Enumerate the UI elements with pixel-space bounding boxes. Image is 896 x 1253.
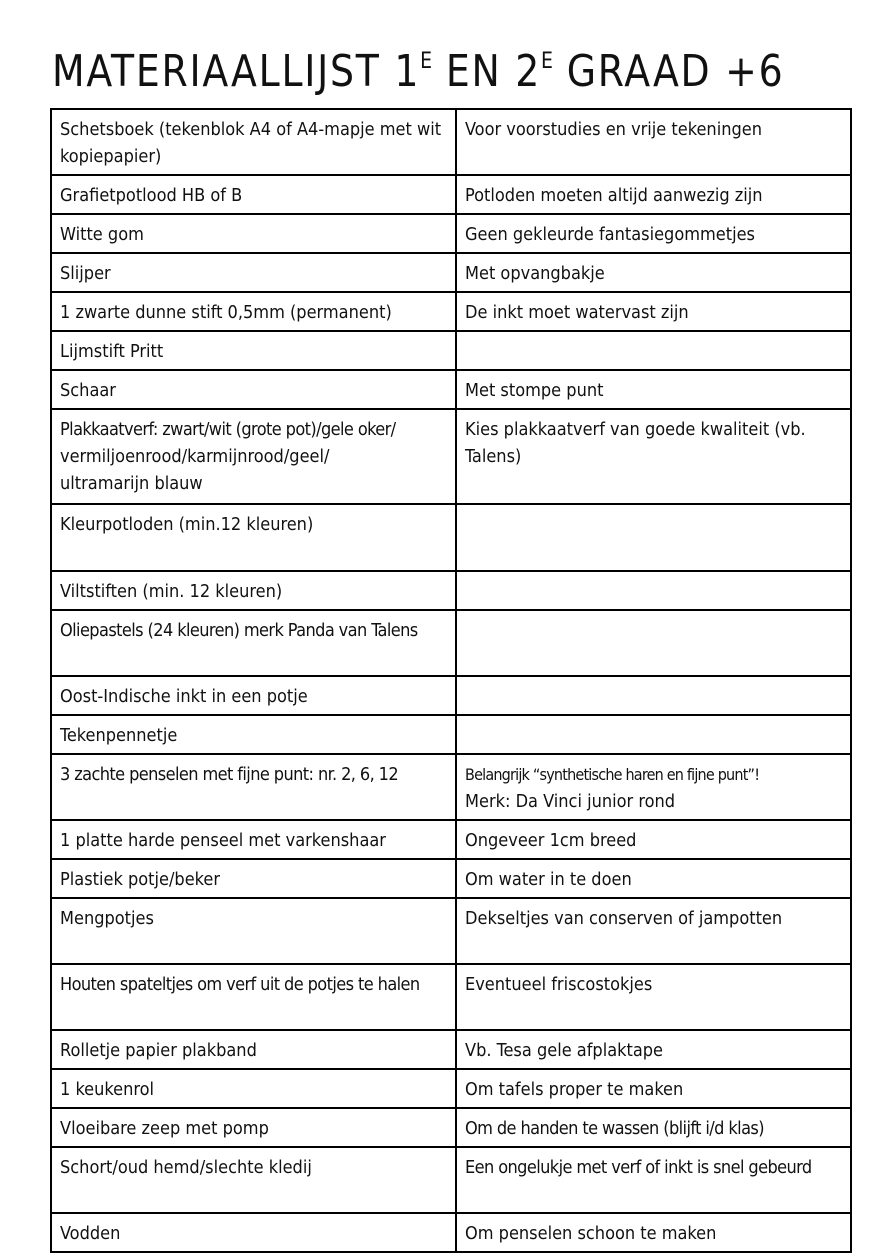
note-cell: Om water in te doen <box>456 859 851 898</box>
table-row <box>51 175 851 214</box>
item-cell: Schetsboek (tekenblok A4 of A4-mapje met wit kopiepapier) <box>51 109 456 175</box>
note-cell: Dekseltjes van conserven of jampotten <box>456 898 851 964</box>
table-row <box>51 109 851 175</box>
note-cell: Om penselen schoon te maken <box>456 1213 851 1252</box>
note-cell: Om de handen te wassen (blijft i/d klas) <box>456 1108 851 1147</box>
table-row <box>51 610 851 676</box>
table-row <box>51 370 851 409</box>
item-cell: Tekenpennetje <box>51 715 456 754</box>
table-row <box>51 1108 851 1147</box>
note-cell: Eventueel friscostokjes <box>456 964 851 1030</box>
material-table <box>50 108 852 1253</box>
table-row <box>51 331 851 370</box>
item-cell: 1 zwarte dunne stift 0,5mm (permanent) <box>51 292 456 331</box>
note-cell <box>456 676 851 715</box>
table-row <box>51 504 851 571</box>
note-cell: Voor voorstudies en vrije tekeningen <box>456 109 851 175</box>
item-cell: Kleurpotloden (min.12 kleuren) <box>51 504 456 571</box>
table-row <box>51 754 851 820</box>
item-cell: Oost-Indische inkt in een potje <box>51 676 456 715</box>
note-cell: Ongeveer 1cm breed <box>456 820 851 859</box>
note-cell <box>456 504 851 571</box>
table-row <box>51 676 851 715</box>
note-cell: Met opvangbakje <box>456 253 851 292</box>
item-cell: Oliepastels (24 kleuren) merk Panda van Talens <box>51 610 456 676</box>
table-row <box>51 253 851 292</box>
item-cell: Mengpotjes <box>51 898 456 964</box>
note-cell <box>456 331 851 370</box>
item-cell: Vloeibare zeep met pomp <box>51 1108 456 1147</box>
item-cell: Houten spateltjes om verf uit de potjes te halen <box>51 964 456 1030</box>
table-row <box>51 1213 851 1252</box>
note-cell: Om tafels proper te maken <box>456 1069 851 1108</box>
note-cell: Kies plakkaatverf van goede kwaliteit (vb. Talens) <box>456 409 851 504</box>
table-row <box>51 1030 851 1069</box>
table-row <box>51 409 851 504</box>
table-row <box>51 859 851 898</box>
table-row <box>51 571 851 610</box>
table-row <box>51 292 851 331</box>
table-row <box>51 964 851 1030</box>
note-cell <box>456 610 851 676</box>
table-row <box>51 715 851 754</box>
item-cell: 1 platte harde penseel met varkenshaar <box>51 820 456 859</box>
item-cell: Witte gom <box>51 214 456 253</box>
item-cell: Slijper <box>51 253 456 292</box>
table-row <box>51 898 851 964</box>
item-cell: Schort/oud hemd/slechte kledij <box>51 1147 456 1213</box>
note-cell: Vb. Tesa gele afplaktape <box>456 1030 851 1069</box>
item-cell: Plakkaatverf: zwart/wit (grote pot)/gele oker/ vermiljoenrood/karmijnrood/geel/ ultramarijn blauw <box>51 409 456 504</box>
note-cell: De inkt moet watervast zijn <box>456 292 851 331</box>
item-cell: 1 keukenrol <box>51 1069 456 1108</box>
note-cell: Met stompe punt <box>456 370 851 409</box>
item-cell: Vodden <box>51 1213 456 1252</box>
item-cell: Rolletje papier plakband <box>51 1030 456 1069</box>
item-cell: Schaar <box>51 370 456 409</box>
table-row <box>51 820 851 859</box>
note-cell: Geen gekleurde fantasiegommetjes <box>456 214 851 253</box>
item-cell: Lijmstift Pritt <box>51 331 456 370</box>
table-row <box>51 1147 851 1213</box>
note-cell: Potloden moeten altijd aanwezig zijn <box>456 175 851 214</box>
note-cell: Een ongelukje met verf of inkt is snel gebeurd <box>456 1147 851 1213</box>
page-title: MATERIAALLIJST $1^E$ EN $2^E$ GRAAD +6 <box>52 46 785 97</box>
note-cell <box>456 571 851 610</box>
note-cell: Belangrijk “synthetische haren en fijne punt”! Merk: Da Vinci junior rond <box>456 754 851 820</box>
item-cell: Plastiek potje/beker <box>51 859 456 898</box>
item-cell: 3 zachte penselen met fijne punt: nr. 2, 6, 12 <box>51 754 456 820</box>
table-row <box>51 214 851 253</box>
item-cell: Viltstiften (min. 12 kleuren) <box>51 571 456 610</box>
note-cell <box>456 715 851 754</box>
item-cell: Grafietpotlood HB of B <box>51 175 456 214</box>
table-row <box>51 1069 851 1108</box>
